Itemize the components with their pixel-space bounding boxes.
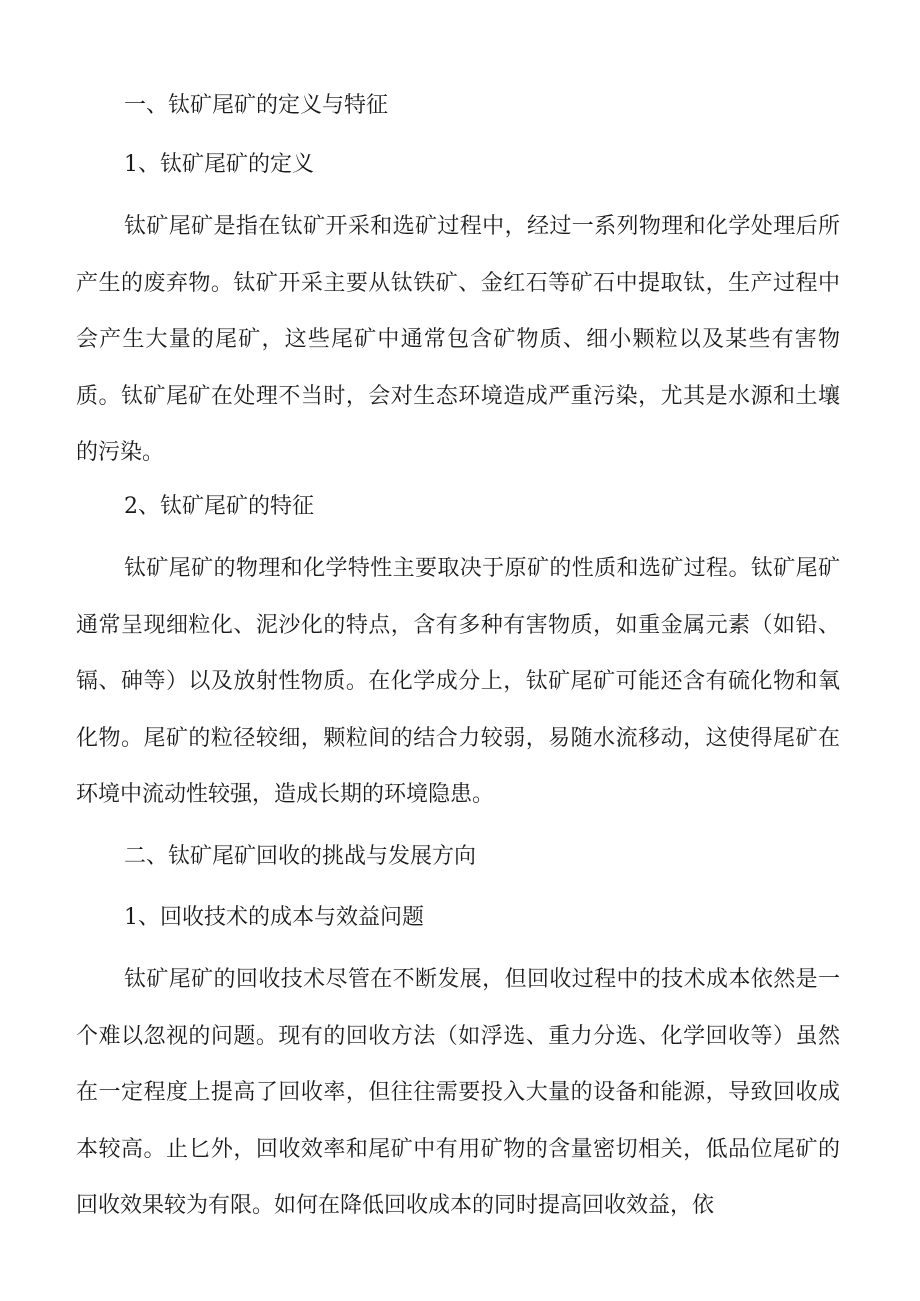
subsection-heading-characteristics: 2、钛矿尾矿的特征 xyxy=(124,494,314,519)
paragraph-characteristics: 钛矿尾矿的物理和化学特性主要取决于原矿的性质和选矿过程。钛矿尾矿通常呈现细粒化、泥沙化的特点，含有多种有害物质，如重金属元素（如铅、镉、砷等）以及放射性物质。在化学成分上，钛矿尾矿可能还含有硫化物和氧化物。尾矿的粒径较细，颗粒间的结合力较弱，易随水流移动，这使得尾矿在环境中流动性较强，造成长期的环境隐患。 xyxy=(76,556,840,807)
subsection-heading-cost-benefit: 1、回收技术的成本与效益问题 xyxy=(124,905,424,930)
section-heading-1: 一、钛矿尾矿的定义与特征 xyxy=(124,93,389,118)
paragraph-cost-benefit: 钛矿尾矿的回收技术尽管在不断发展，但回收过程中的技术成本依然是一个难以忽视的问题。现有的回收方法（如浮选、重力分选、化学回收等）虽然在一定程度上提高了回收率，但往往需要投入大量的设备和能源，导致回收成本较高。止匕外，回收效率和尾矿中有用矿物的含量密切相关，低品位尾矿的回收效果较为有限。如何在降低回收成本的同时提高回收效益，依 xyxy=(76,967,840,1218)
section-heading-2: 二、钛矿尾矿回收的挑战与发展方向 xyxy=(124,844,477,869)
paragraph-definition: 钛矿尾矿是指在钛矿开采和选矿过程中，经过一系列物理和化学处理后所产生的废弃物。钛矿开采主要从钛铁矿、金红石等矿石中提取钛，生产过程中会产生大量的尾矿，这些尾矿中通常包含矿物质、细小颗粒以及某些有害物质。钛矿尾矿在处理不当时，会对生态环境造成严重污染，尤其是水源和土壤的污染。 xyxy=(76,214,840,465)
subsection-heading-definition: 1、钛矿尾矿的定义 xyxy=(124,152,314,177)
